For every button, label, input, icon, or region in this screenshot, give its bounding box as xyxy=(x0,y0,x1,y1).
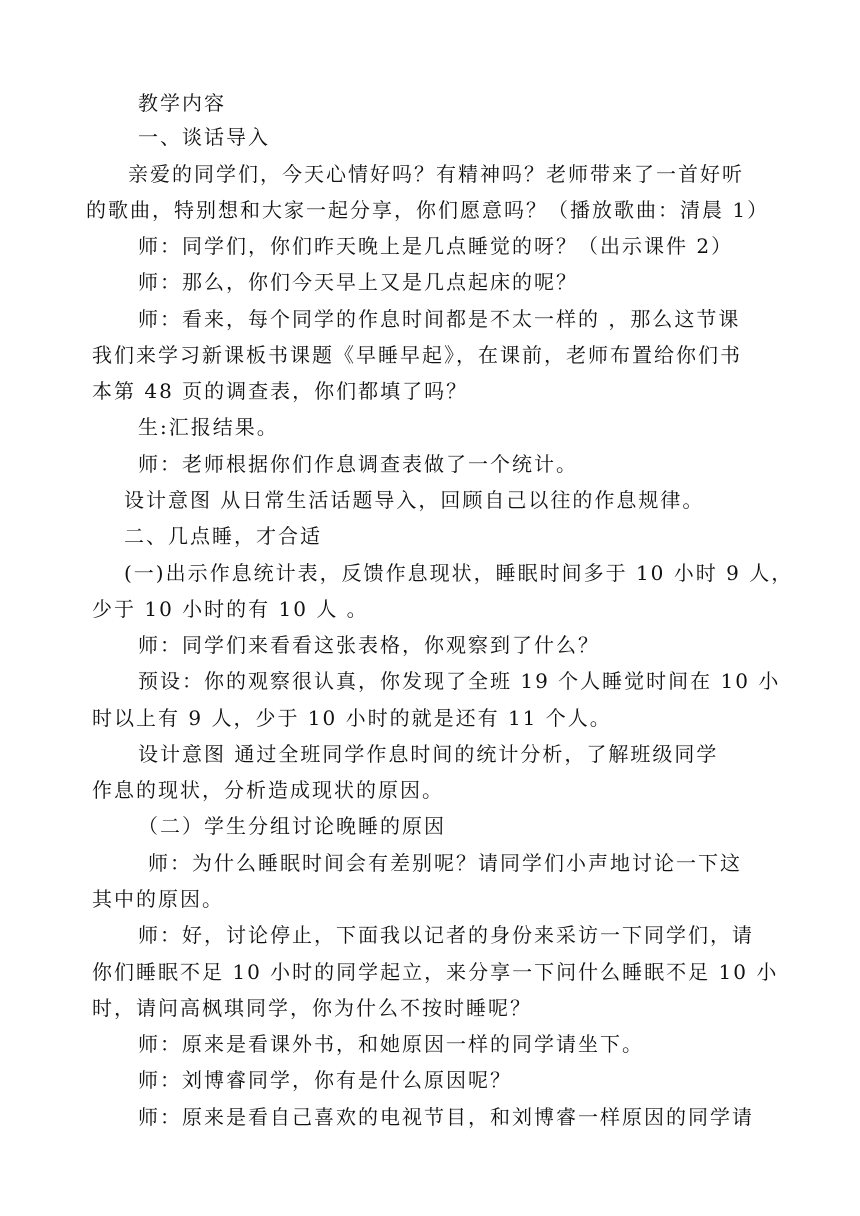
text-line: 师：刘博睿同学，你有是什么原因呢？ xyxy=(138,1068,512,1092)
section-heading: 二、几点睡，才合适 xyxy=(124,524,322,548)
text-line: 师：看来，每个同学的作息时间都是不太一样的 ，那么这节课 xyxy=(138,307,741,331)
text-line: 时，请问高枫琪同学，你为什么不按时睡呢？ xyxy=(92,996,532,1020)
text-line: 预设：你的观察很认真，你发现了全班 19 个人睡觉时间在 10 小 xyxy=(138,669,781,693)
text-line: 你们睡眠不足 10 小时的同学起立，来分享一下问什么睡眠不足 10 小 xyxy=(92,960,779,984)
text-line: 其中的原因。 xyxy=(92,887,224,911)
text-line: 设计意图 从日常生活话题导入，回顾自己以往的作息规律。 xyxy=(124,488,705,512)
text-line: 师：同学们来看看这张表格，你观察到了什么？ xyxy=(138,633,600,657)
text-line: 作息的现状，分析造成现状的原因。 xyxy=(92,778,444,802)
text-line: 少于 10 小时的有 10 人 。 xyxy=(92,597,369,621)
text-line: 的歌曲，特别想和大家一起分享，你们愿意吗？（播放歌曲：清晨 1） xyxy=(86,198,770,222)
text-line: 师：同学们，你们昨天晚上是几点睡觉的呀？（出示课件 2） xyxy=(138,234,734,258)
text-line: 师：原来是看自己喜欢的电视节目，和刘博睿一样原因的同学请 xyxy=(138,1105,754,1129)
text-line: 师：那么，你们今天早上又是几点起床的呢？ xyxy=(138,270,578,294)
section-heading: 一、谈话导入 xyxy=(138,125,270,149)
text-line: 师：老师根据你们作息调查表做了一个统计。 xyxy=(138,452,578,476)
text-line: 我们来学习新课板书课题《早睡早起》，在课前，老师布置给你们书 xyxy=(92,343,742,367)
subsection-heading: （二）学生分组讨论晚睡的原因 xyxy=(138,814,446,838)
text-line: 师：为什么睡眠时间会有差别呢？请同学们小声地讨论一下这 xyxy=(148,851,742,875)
text-line: 时以上有 9 人，少于 10 小时的就是还有 11 个人。 xyxy=(92,706,612,730)
text-line: 教学内容 xyxy=(138,91,226,115)
text-line: 亲爱的同学们，今天心情好吗？有精神吗？老师带来了一首好听 xyxy=(128,162,744,186)
text-line: (一)出示作息统计表，反馈作息现状，睡眠时间多于 10 小时 9 人， xyxy=(124,561,794,585)
text-line: 本第 48 页的调查表，你们都填了吗？ xyxy=(92,379,469,403)
text-line: 设计意图 通过全班同学作息时间的统计分析，了解班级同学 xyxy=(138,742,719,766)
text-line: 师：好，讨论停止，下面我以记者的身份来采访一下同学们，请 xyxy=(138,923,754,947)
text-line: 师：原来是看课外书，和她原因一样的同学请坐下。 xyxy=(138,1032,644,1056)
text-line: 生:汇报结果。 xyxy=(138,415,279,439)
